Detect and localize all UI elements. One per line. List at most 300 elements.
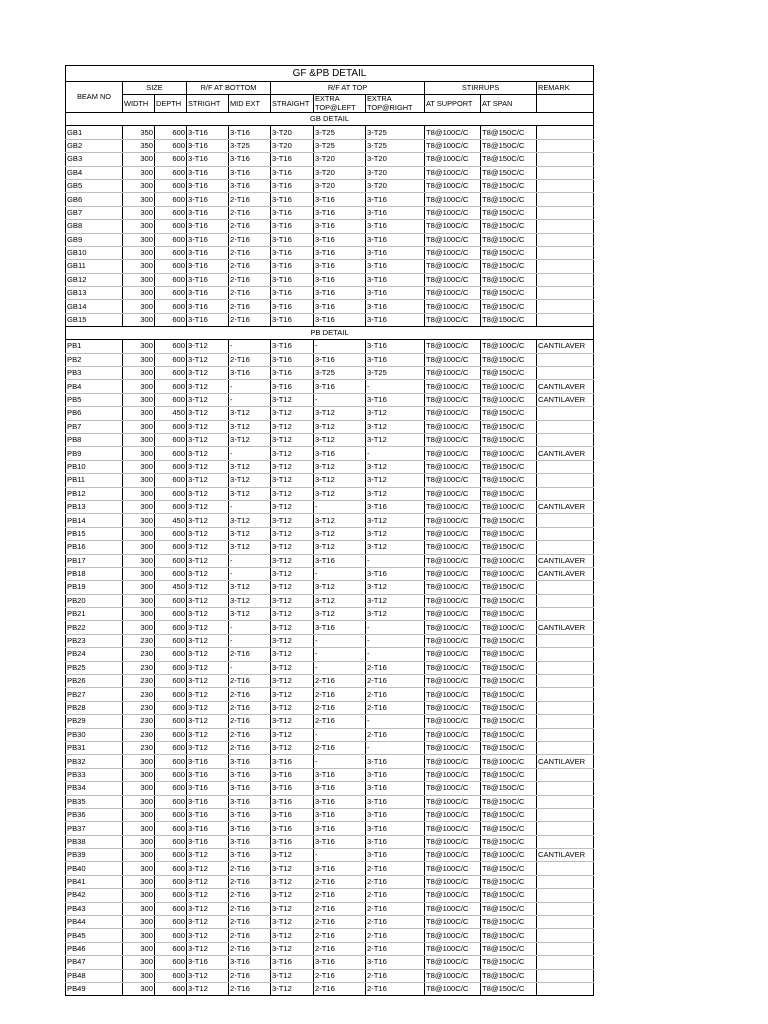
cell-extra-top-right: 3-T12 — [366, 541, 425, 554]
cell-stirrup-support: T8@100C/C — [425, 393, 481, 406]
cell-stirrup-span: T8@150C/C — [481, 193, 537, 206]
table-row — [66, 353, 594, 366]
cell-stirrup-support: T8@100C/C — [425, 728, 481, 741]
cell-width: 300 — [123, 849, 155, 862]
cell-width: 300 — [123, 768, 155, 781]
cell-stirrup-support: T8@100C/C — [425, 795, 481, 808]
cell-extra-top-right: 3-T16 — [366, 233, 425, 246]
cell-stirrup-support: T8@100C/C — [425, 340, 481, 353]
table-row — [66, 393, 594, 406]
cell-beam-no: PB31 — [66, 741, 123, 754]
cell-beam-no: PB45 — [66, 929, 123, 942]
cell-stirrup-span: T8@100C/C — [481, 380, 537, 393]
cell-stirrup-support: T8@100C/C — [425, 808, 481, 821]
cell-beam-no: PB26 — [66, 675, 123, 688]
cell-extra-top-left: 3-T16 — [314, 956, 366, 969]
cell-mid-ext: 3-T16 — [229, 768, 271, 781]
cell-width: 300 — [123, 500, 155, 513]
cell-top-straight: 3-T12 — [271, 621, 314, 634]
cell-top-straight: 3-T20 — [271, 126, 314, 139]
cell-extra-top-left: - — [314, 755, 366, 768]
cell-width: 300 — [123, 902, 155, 915]
table-row — [66, 273, 594, 286]
cell-depth: 600 — [155, 567, 187, 580]
cell-extra-top-left: 3-T20 — [314, 166, 366, 179]
cell-depth: 600 — [155, 741, 187, 754]
cell-stirrup-support: T8@100C/C — [425, 193, 481, 206]
cell-stirrup-support: T8@100C/C — [425, 608, 481, 621]
cell-depth: 600 — [155, 956, 187, 969]
cell-stirrup-support: T8@100C/C — [425, 554, 481, 567]
cell-bottom-straight: 3-T16 — [187, 233, 229, 246]
cell-stirrup-span: T8@150C/C — [481, 956, 537, 969]
table-row — [66, 287, 594, 300]
cell-width: 300 — [123, 447, 155, 460]
cell-top-straight: 3-T16 — [271, 300, 314, 313]
cell-depth: 600 — [155, 273, 187, 286]
cell-stirrup-span: T8@100C/C — [481, 849, 537, 862]
cell-bottom-straight: 3-T12 — [187, 634, 229, 647]
table-row — [66, 246, 594, 259]
cell-remark — [537, 220, 594, 233]
header-extra-top-right: EXTRA TOP@RIGHT — [366, 95, 425, 113]
cell-top-straight: 3-T16 — [271, 768, 314, 781]
cell-depth: 600 — [155, 782, 187, 795]
cell-top-straight: 3-T16 — [271, 153, 314, 166]
cell-beam-no: PB16 — [66, 541, 123, 554]
cell-depth: 600 — [155, 634, 187, 647]
cell-extra-top-left: 3-T16 — [314, 380, 366, 393]
cell-mid-ext: 3-T12 — [229, 581, 271, 594]
cell-extra-top-right: 3-T25 — [366, 367, 425, 380]
header-at-span: AT SPAN — [481, 95, 537, 113]
cell-extra-top-right: 3-T16 — [366, 782, 425, 795]
cell-bottom-straight: 3-T12 — [187, 514, 229, 527]
cell-depth: 600 — [155, 460, 187, 473]
cell-extra-top-right: 3-T12 — [366, 487, 425, 500]
cell-top-straight: 3-T16 — [271, 380, 314, 393]
cell-top-straight: 3-T12 — [271, 433, 314, 446]
cell-extra-top-right: 3-T12 — [366, 474, 425, 487]
cell-stirrup-support: T8@100C/C — [425, 300, 481, 313]
cell-extra-top-right: 3-T16 — [366, 246, 425, 259]
cell-depth: 600 — [155, 621, 187, 634]
cell-beam-no: PB33 — [66, 768, 123, 781]
cell-bottom-straight: 3-T12 — [187, 916, 229, 929]
cell-stirrup-support: T8@100C/C — [425, 969, 481, 982]
cell-stirrup-span: T8@100C/C — [481, 554, 537, 567]
cell-remark: CANTILAVER — [537, 500, 594, 513]
cell-bottom-straight: 3-T12 — [187, 849, 229, 862]
cell-stirrup-span: T8@150C/C — [481, 608, 537, 621]
cell-remark — [537, 822, 594, 835]
cell-mid-ext: 2-T16 — [229, 246, 271, 259]
cell-extra-top-right: 3-T16 — [366, 260, 425, 273]
cell-width: 300 — [123, 407, 155, 420]
cell-extra-top-right: 3-T16 — [366, 835, 425, 848]
cell-stirrup-support: T8@100C/C — [425, 514, 481, 527]
cell-stirrup-span: T8@150C/C — [481, 688, 537, 701]
cell-beam-no: PB23 — [66, 634, 123, 647]
cell-bottom-straight: 3-T16 — [187, 782, 229, 795]
table-row — [66, 822, 594, 835]
cell-remark — [537, 300, 594, 313]
table-row — [66, 715, 594, 728]
cell-remark — [537, 929, 594, 942]
cell-top-straight: 3-T12 — [271, 393, 314, 406]
cell-stirrup-support: T8@100C/C — [425, 581, 481, 594]
cell-top-straight: 3-T12 — [271, 527, 314, 540]
cell-remark — [537, 287, 594, 300]
cell-extra-top-left: 3-T25 — [314, 367, 366, 380]
table-row — [66, 741, 594, 754]
cell-beam-no: GB2 — [66, 139, 123, 152]
header-rf-top: R/F AT TOP — [271, 82, 425, 95]
cell-remark: CANTILAVER — [537, 755, 594, 768]
table-row — [66, 916, 594, 929]
cell-stirrup-support: T8@100C/C — [425, 594, 481, 607]
cell-remark — [537, 688, 594, 701]
cell-extra-top-right: 2-T16 — [366, 875, 425, 888]
cell-depth: 600 — [155, 433, 187, 446]
cell-mid-ext: - — [229, 340, 271, 353]
cell-mid-ext: 3-T16 — [229, 755, 271, 768]
cell-remark — [537, 969, 594, 982]
cell-bottom-straight: 3-T16 — [187, 260, 229, 273]
cell-beam-no: PB5 — [66, 393, 123, 406]
cell-depth: 600 — [155, 661, 187, 674]
cell-remark — [537, 260, 594, 273]
cell-width: 230 — [123, 688, 155, 701]
cell-top-straight: 3-T12 — [271, 969, 314, 982]
cell-stirrup-span: T8@150C/C — [481, 514, 537, 527]
cell-beam-no: PB13 — [66, 500, 123, 513]
cell-width: 300 — [123, 808, 155, 821]
cell-width: 300 — [123, 420, 155, 433]
cell-extra-top-right: - — [366, 634, 425, 647]
cell-top-straight: 3-T16 — [271, 782, 314, 795]
cell-bottom-straight: 3-T12 — [187, 487, 229, 500]
cell-remark — [537, 527, 594, 540]
cell-extra-top-right: 3-T16 — [366, 808, 425, 821]
cell-stirrup-span: T8@150C/C — [481, 594, 537, 607]
table-row — [66, 875, 594, 888]
cell-stirrup-support: T8@100C/C — [425, 233, 481, 246]
cell-stirrup-span: T8@100C/C — [481, 567, 537, 580]
cell-stirrup-span: T8@150C/C — [481, 782, 537, 795]
cell-depth: 600 — [155, 929, 187, 942]
cell-extra-top-right: - — [366, 380, 425, 393]
cell-extra-top-left: 3-T12 — [314, 487, 366, 500]
cell-bottom-straight: 3-T12 — [187, 902, 229, 915]
cell-beam-no: PB38 — [66, 835, 123, 848]
cell-beam-no: PB44 — [66, 916, 123, 929]
cell-extra-top-right: - — [366, 741, 425, 754]
cell-mid-ext: - — [229, 554, 271, 567]
table-row — [66, 179, 594, 192]
cell-top-straight: 3-T16 — [271, 340, 314, 353]
cell-stirrup-span: T8@150C/C — [481, 474, 537, 487]
table-row — [66, 300, 594, 313]
cell-width: 300 — [123, 621, 155, 634]
cell-mid-ext: - — [229, 661, 271, 674]
cell-depth: 600 — [155, 608, 187, 621]
cell-stirrup-support: T8@100C/C — [425, 755, 481, 768]
cell-depth: 600 — [155, 206, 187, 219]
header-rf-bottom: R/F AT BOTTOM — [187, 82, 271, 95]
table-row — [66, 661, 594, 674]
cell-bottom-straight: 3-T12 — [187, 407, 229, 420]
section-gb-detail: GB DETAIL — [66, 113, 594, 126]
table-row — [66, 581, 594, 594]
cell-extra-top-right: 3-T12 — [366, 594, 425, 607]
cell-width: 230 — [123, 715, 155, 728]
cell-top-straight: 3-T12 — [271, 942, 314, 955]
cell-stirrup-support: T8@100C/C — [425, 460, 481, 473]
cell-beam-no: PB21 — [66, 608, 123, 621]
cell-stirrup-support: T8@100C/C — [425, 675, 481, 688]
cell-extra-top-left: 3-T16 — [314, 193, 366, 206]
cell-mid-ext: 3-T16 — [229, 367, 271, 380]
cell-stirrup-span: T8@150C/C — [481, 902, 537, 915]
cell-top-straight: 3-T16 — [271, 179, 314, 192]
cell-extra-top-left: 3-T12 — [314, 527, 366, 540]
cell-beam-no: PB30 — [66, 728, 123, 741]
cell-mid-ext: 2-T16 — [229, 875, 271, 888]
cell-bottom-straight: 3-T16 — [187, 220, 229, 233]
cell-mid-ext: 2-T16 — [229, 688, 271, 701]
cell-stirrup-support: T8@100C/C — [425, 166, 481, 179]
cell-stirrup-support: T8@100C/C — [425, 875, 481, 888]
cell-depth: 450 — [155, 407, 187, 420]
cell-width: 300 — [123, 260, 155, 273]
header-stright: STRIGHT — [187, 95, 229, 113]
cell-extra-top-left: - — [314, 567, 366, 580]
cell-stirrup-support: T8@100C/C — [425, 474, 481, 487]
cell-remark — [537, 875, 594, 888]
table-row — [66, 527, 594, 540]
cell-width: 230 — [123, 634, 155, 647]
cell-extra-top-right: 3-T20 — [366, 179, 425, 192]
cell-stirrup-support: T8@100C/C — [425, 367, 481, 380]
cell-extra-top-left: 3-T16 — [314, 447, 366, 460]
cell-stirrup-span: T8@150C/C — [481, 808, 537, 821]
header-at-support: AT SUPPORT — [425, 95, 481, 113]
cell-beam-no: PB35 — [66, 795, 123, 808]
header-mid-ext: MID EXT — [229, 95, 271, 113]
cell-beam-no: GB4 — [66, 166, 123, 179]
cell-stirrup-span: T8@150C/C — [481, 661, 537, 674]
cell-extra-top-right: 3-T16 — [366, 193, 425, 206]
cell-stirrup-support: T8@100C/C — [425, 889, 481, 902]
table-row — [66, 956, 594, 969]
cell-extra-top-left: 3-T16 — [314, 220, 366, 233]
cell-depth: 600 — [155, 675, 187, 688]
cell-stirrup-span: T8@150C/C — [481, 634, 537, 647]
cell-width: 230 — [123, 701, 155, 714]
cell-extra-top-left: - — [314, 500, 366, 513]
cell-top-straight: 3-T12 — [271, 983, 314, 996]
cell-remark — [537, 608, 594, 621]
cell-bottom-straight: 3-T16 — [187, 166, 229, 179]
cell-top-straight: 3-T16 — [271, 220, 314, 233]
cell-extra-top-left: 3-T16 — [314, 621, 366, 634]
cell-extra-top-left: 2-T16 — [314, 969, 366, 982]
cell-mid-ext: - — [229, 567, 271, 580]
cell-beam-no: PB18 — [66, 567, 123, 580]
table-row — [66, 340, 594, 353]
cell-stirrup-span: T8@150C/C — [481, 889, 537, 902]
cell-bottom-straight: 3-T12 — [187, 541, 229, 554]
cell-top-straight: 3-T12 — [271, 849, 314, 862]
cell-width: 300 — [123, 460, 155, 473]
cell-bottom-straight: 3-T16 — [187, 153, 229, 166]
cell-extra-top-right: 3-T16 — [366, 273, 425, 286]
cell-stirrup-span: T8@100C/C — [481, 500, 537, 513]
cell-extra-top-right: 3-T12 — [366, 527, 425, 540]
cell-width: 300 — [123, 300, 155, 313]
cell-extra-top-left: - — [314, 648, 366, 661]
cell-extra-top-right: 2-T16 — [366, 688, 425, 701]
cell-remark — [537, 139, 594, 152]
cell-extra-top-right: 3-T12 — [366, 460, 425, 473]
cell-top-straight: 3-T16 — [271, 246, 314, 259]
cell-top-straight: 3-T12 — [271, 420, 314, 433]
cell-remark: CANTILAVER — [537, 340, 594, 353]
cell-stirrup-support: T8@100C/C — [425, 835, 481, 848]
cell-bottom-straight: 3-T12 — [187, 567, 229, 580]
cell-mid-ext: 3-T16 — [229, 795, 271, 808]
cell-beam-no: PB4 — [66, 380, 123, 393]
table-row — [66, 260, 594, 273]
cell-extra-top-right: 2-T16 — [366, 889, 425, 902]
cell-beam-no: PB39 — [66, 849, 123, 862]
cell-width: 300 — [123, 179, 155, 192]
cell-extra-top-right: 3-T12 — [366, 608, 425, 621]
cell-extra-top-right: 3-T16 — [366, 956, 425, 969]
cell-extra-top-right: 2-T16 — [366, 701, 425, 714]
cell-extra-top-left: 3-T16 — [314, 300, 366, 313]
cell-mid-ext: 3-T16 — [229, 179, 271, 192]
cell-remark — [537, 153, 594, 166]
cell-bottom-straight: 3-T12 — [187, 862, 229, 875]
table-row — [66, 675, 594, 688]
cell-beam-no: PB20 — [66, 594, 123, 607]
cell-top-straight: 3-T16 — [271, 367, 314, 380]
cell-remark: CANTILAVER — [537, 567, 594, 580]
beam-schedule-sheet — [65, 65, 594, 996]
cell-stirrup-support: T8@100C/C — [425, 420, 481, 433]
cell-stirrup-span: T8@150C/C — [481, 353, 537, 366]
table-row — [66, 782, 594, 795]
cell-remark — [537, 233, 594, 246]
cell-extra-top-right: 3-T16 — [366, 795, 425, 808]
cell-mid-ext: 3-T12 — [229, 541, 271, 554]
cell-extra-top-right: 3-T12 — [366, 420, 425, 433]
cell-stirrup-span: T8@150C/C — [481, 715, 537, 728]
cell-beam-no: PB14 — [66, 514, 123, 527]
cell-remark — [537, 648, 594, 661]
cell-remark — [537, 902, 594, 915]
cell-extra-top-left: 3-T16 — [314, 206, 366, 219]
table-row — [66, 554, 594, 567]
cell-mid-ext: 2-T16 — [229, 862, 271, 875]
cell-top-straight: 3-T12 — [271, 728, 314, 741]
cell-extra-top-left: - — [314, 634, 366, 647]
cell-extra-top-right: 3-T16 — [366, 567, 425, 580]
cell-top-straight: 3-T16 — [271, 233, 314, 246]
cell-depth: 600 — [155, 233, 187, 246]
cell-stirrup-span: T8@150C/C — [481, 675, 537, 688]
cell-bottom-straight: 3-T16 — [187, 287, 229, 300]
cell-depth: 600 — [155, 353, 187, 366]
cell-stirrup-span: T8@150C/C — [481, 741, 537, 754]
cell-bottom-straight: 3-T12 — [187, 353, 229, 366]
cell-stirrup-span: T8@150C/C — [481, 929, 537, 942]
table-row — [66, 755, 594, 768]
cell-remark — [537, 246, 594, 259]
cell-bottom-straight: 3-T12 — [187, 675, 229, 688]
cell-bottom-straight: 3-T12 — [187, 942, 229, 955]
cell-beam-no: PB41 — [66, 875, 123, 888]
cell-remark: CANTILAVER — [537, 447, 594, 460]
cell-stirrup-support: T8@100C/C — [425, 407, 481, 420]
cell-depth: 600 — [155, 420, 187, 433]
cell-width: 300 — [123, 527, 155, 540]
cell-stirrup-support: T8@100C/C — [425, 862, 481, 875]
cell-remark — [537, 634, 594, 647]
cell-top-straight: 3-T12 — [271, 554, 314, 567]
cell-mid-ext: 3-T16 — [229, 153, 271, 166]
cell-beam-no: PB32 — [66, 755, 123, 768]
cell-stirrup-support: T8@100C/C — [425, 822, 481, 835]
cell-beam-no: PB6 — [66, 407, 123, 420]
cell-extra-top-right: 3-T16 — [366, 768, 425, 781]
cell-stirrup-support: T8@100C/C — [425, 433, 481, 446]
cell-width: 300 — [123, 608, 155, 621]
cell-width: 300 — [123, 835, 155, 848]
cell-mid-ext: 2-T16 — [229, 889, 271, 902]
cell-beam-no: GB6 — [66, 193, 123, 206]
table-row — [66, 206, 594, 219]
cell-stirrup-support: T8@100C/C — [425, 380, 481, 393]
cell-depth: 600 — [155, 889, 187, 902]
cell-extra-top-left: 3-T12 — [314, 474, 366, 487]
cell-beam-no: GB14 — [66, 300, 123, 313]
cell-bottom-straight: 3-T12 — [187, 433, 229, 446]
cell-extra-top-left: 3-T16 — [314, 353, 366, 366]
cell-depth: 600 — [155, 875, 187, 888]
cell-width: 230 — [123, 728, 155, 741]
cell-extra-top-left: 3-T12 — [314, 608, 366, 621]
cell-stirrup-support: T8@100C/C — [425, 139, 481, 152]
cell-top-straight: 3-T16 — [271, 755, 314, 768]
cell-top-straight: 3-T12 — [271, 661, 314, 674]
cell-top-straight: 3-T16 — [271, 795, 314, 808]
cell-mid-ext: 2-T16 — [229, 287, 271, 300]
cell-bottom-straight: 3-T16 — [187, 246, 229, 259]
cell-bottom-straight: 3-T16 — [187, 956, 229, 969]
cell-depth: 600 — [155, 380, 187, 393]
table-row — [66, 193, 594, 206]
cell-mid-ext: 3-T12 — [229, 474, 271, 487]
cell-stirrup-span: T8@150C/C — [481, 433, 537, 446]
cell-extra-top-left: 3-T16 — [314, 835, 366, 848]
cell-bottom-straight: 3-T16 — [187, 755, 229, 768]
cell-extra-top-left: 3-T16 — [314, 768, 366, 781]
cell-mid-ext: - — [229, 447, 271, 460]
cell-stirrup-support: T8@100C/C — [425, 648, 481, 661]
